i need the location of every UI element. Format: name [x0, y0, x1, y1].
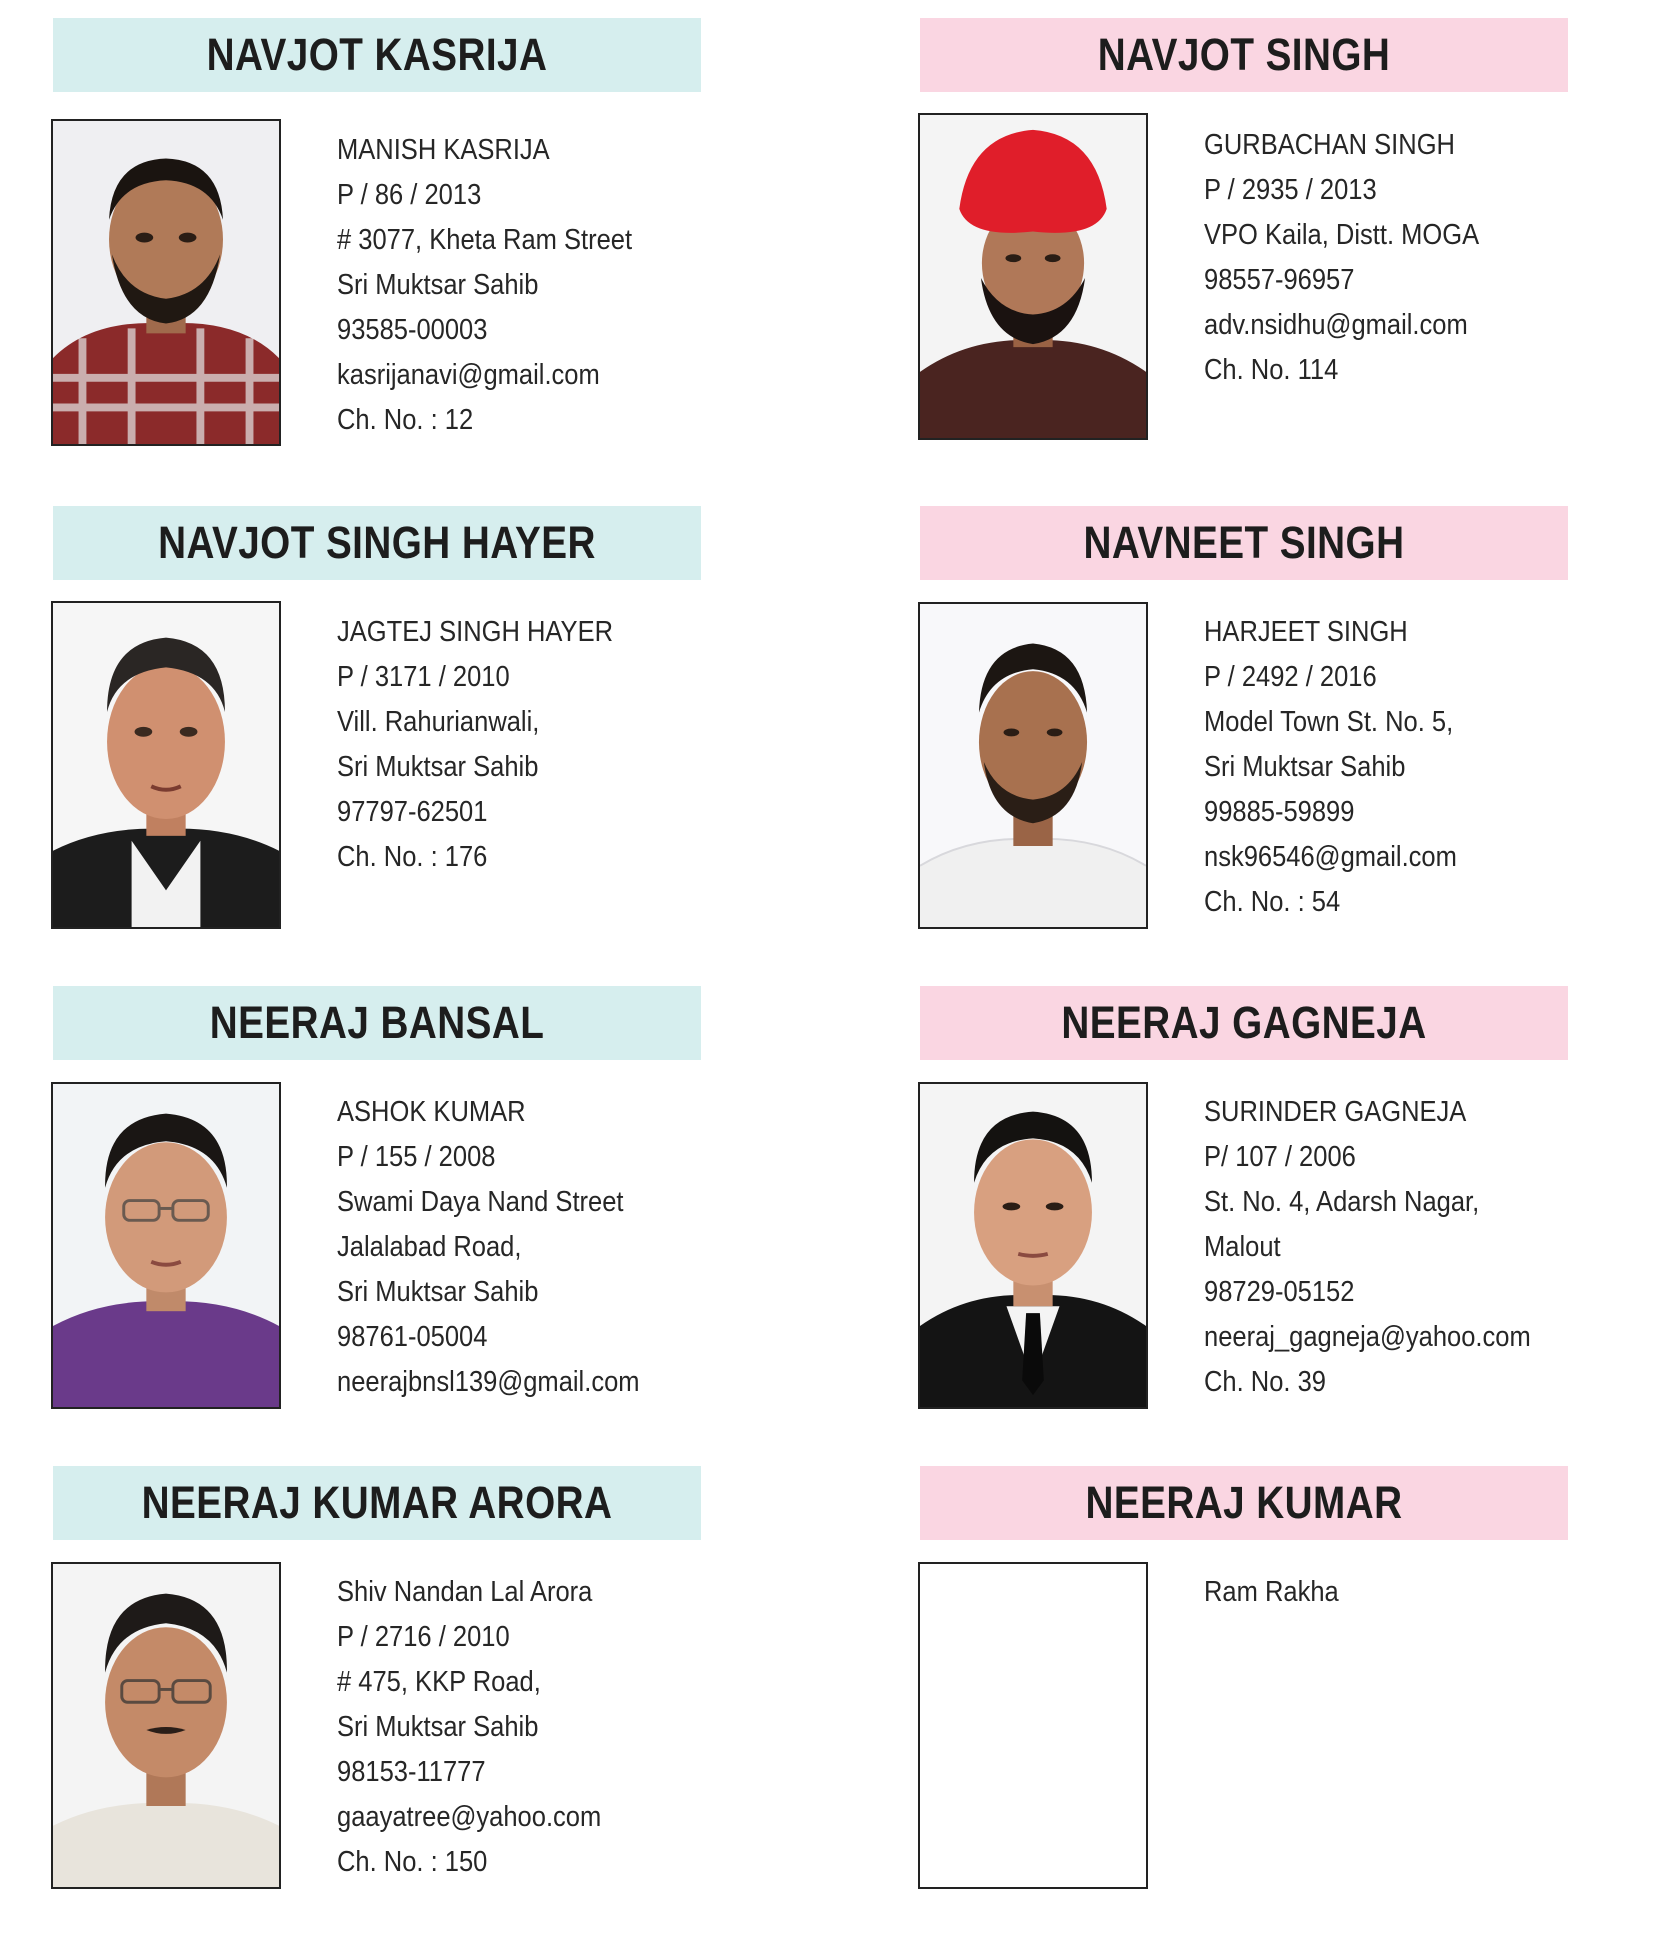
member-photo-empty	[918, 1562, 1148, 1889]
member-photo	[51, 601, 281, 929]
member-card	[53, 506, 853, 986]
detail-line: P / 86 / 2013	[337, 179, 482, 211]
detail-line: Jalalabad Road,	[337, 1231, 522, 1263]
detail-line: P / 2492 / 2016	[1204, 661, 1377, 693]
detail-line: St. No. 4, Adarsh Nagar,	[1204, 1186, 1480, 1218]
member-card	[920, 1466, 1671, 1946]
detail-line: JAGTEJ SINGH HAYER	[337, 616, 614, 648]
detail-line: P / 155 / 2008	[337, 1141, 496, 1173]
detail-line: Sri Muktsar Sahib	[337, 1711, 539, 1743]
member-photo	[51, 1562, 281, 1889]
detail-line: Model Town St. No. 5,	[1204, 706, 1454, 738]
name-banner	[920, 18, 1568, 92]
name-banner	[920, 1466, 1568, 1540]
member-details	[337, 1090, 681, 1405]
member-photo	[51, 1082, 281, 1409]
member-card	[920, 986, 1671, 1466]
detail-line: 98729-05152	[1204, 1276, 1355, 1308]
detail-line: gaayatree@yahoo.com	[337, 1801, 602, 1833]
name-banner	[920, 506, 1568, 580]
detail-line: Malout	[1204, 1231, 1281, 1263]
detail-line: adv.nsidhu@gmail.com	[1204, 309, 1468, 341]
member-details	[337, 128, 672, 443]
detail-line: SURINDER GAGNEJA	[1204, 1096, 1467, 1128]
detail-line: ASHOK KUMAR	[337, 1096, 526, 1128]
detail-line: 93585-00003	[337, 314, 488, 346]
name-banner	[53, 18, 701, 92]
member-card	[53, 18, 853, 498]
detail-line: # 3077, Kheta Ram Street	[337, 224, 633, 256]
detail-line: Sri Muktsar Sahib	[1204, 751, 1406, 783]
member-details	[1204, 1570, 1357, 1615]
detail-line: Ch. No. 114	[1204, 354, 1339, 386]
detail-line: P/ 107 / 2006	[1204, 1141, 1356, 1173]
detail-line: Ram Rakha	[1204, 1576, 1339, 1608]
member-photo	[918, 602, 1148, 929]
member-details	[337, 1570, 637, 1885]
detail-line: neeraj_gagneja@yahoo.com	[1204, 1321, 1531, 1353]
name-banner	[53, 986, 701, 1060]
member-photo	[51, 119, 281, 446]
detail-line: Shiv Nandan Lal Arora	[337, 1576, 593, 1608]
member-details	[1204, 1090, 1575, 1405]
name-banner	[53, 1466, 701, 1540]
member-name: NEERAJ GAGNEJA	[1061, 997, 1427, 1048]
detail-line: Ch. No. : 12	[337, 404, 474, 436]
detail-line: nsk96546@gmail.com	[1204, 841, 1457, 873]
name-banner	[53, 506, 701, 580]
detail-line: P / 3171 / 2010	[337, 661, 510, 693]
member-name: NEERAJ KUMAR	[1085, 1477, 1403, 1528]
detail-line: Sri Muktsar Sahib	[337, 751, 539, 783]
detail-line: P / 2716 / 2010	[337, 1621, 510, 1653]
detail-line: 98153-11777	[337, 1756, 486, 1788]
member-details	[337, 610, 651, 880]
detail-line: Vill. Rahurianwali,	[337, 706, 540, 738]
detail-line: P / 2935 / 2013	[1204, 174, 1377, 206]
detail-line: Ch. No. : 54	[1204, 886, 1341, 918]
member-name: NAVJOT KASRIJA	[206, 29, 548, 80]
member-card	[53, 986, 853, 1466]
detail-line: 97797-62501	[337, 796, 488, 828]
detail-line: # 475, KKP Road,	[337, 1666, 541, 1698]
member-card	[920, 506, 1671, 986]
detail-line: kasrijanavi@gmail.com	[337, 359, 600, 391]
detail-line: Ch. No. : 176	[337, 841, 488, 873]
detail-line: neerajbnsl139@gmail.com	[337, 1366, 640, 1398]
member-name: NAVJOT SINGH HAYER	[158, 517, 596, 568]
member-name: NAVNEET SINGH	[1083, 517, 1405, 568]
detail-line: Sri Muktsar Sahib	[337, 269, 539, 301]
detail-line: Sri Muktsar Sahib	[337, 1276, 539, 1308]
member-card	[53, 1466, 853, 1946]
member-photo	[918, 113, 1148, 440]
member-name: NAVJOT SINGH	[1097, 29, 1391, 80]
detail-line: 98761-05004	[337, 1321, 488, 1353]
detail-line: MANISH KASRIJA	[337, 134, 550, 166]
detail-line: GURBACHAN SINGH	[1204, 129, 1455, 161]
detail-line: Ch. No. 39	[1204, 1366, 1327, 1398]
member-name: NEERAJ BANSAL	[209, 997, 545, 1048]
detail-line: Ch. No. : 150	[337, 1846, 488, 1878]
member-name: NEERAJ KUMAR ARORA	[141, 1477, 613, 1528]
member-card	[920, 18, 1671, 498]
member-details	[1204, 610, 1491, 925]
detail-line: 98557-96957	[1204, 264, 1355, 296]
detail-line: HARJEET SINGH	[1204, 616, 1408, 648]
detail-line: 99885-59899	[1204, 796, 1355, 828]
detail-line: VPO Kaila, Distt. MOGA	[1204, 219, 1480, 251]
name-banner	[920, 986, 1568, 1060]
member-details	[1204, 123, 1517, 393]
member-photo	[918, 1082, 1148, 1409]
detail-line: Swami Daya Nand Street	[337, 1186, 624, 1218]
